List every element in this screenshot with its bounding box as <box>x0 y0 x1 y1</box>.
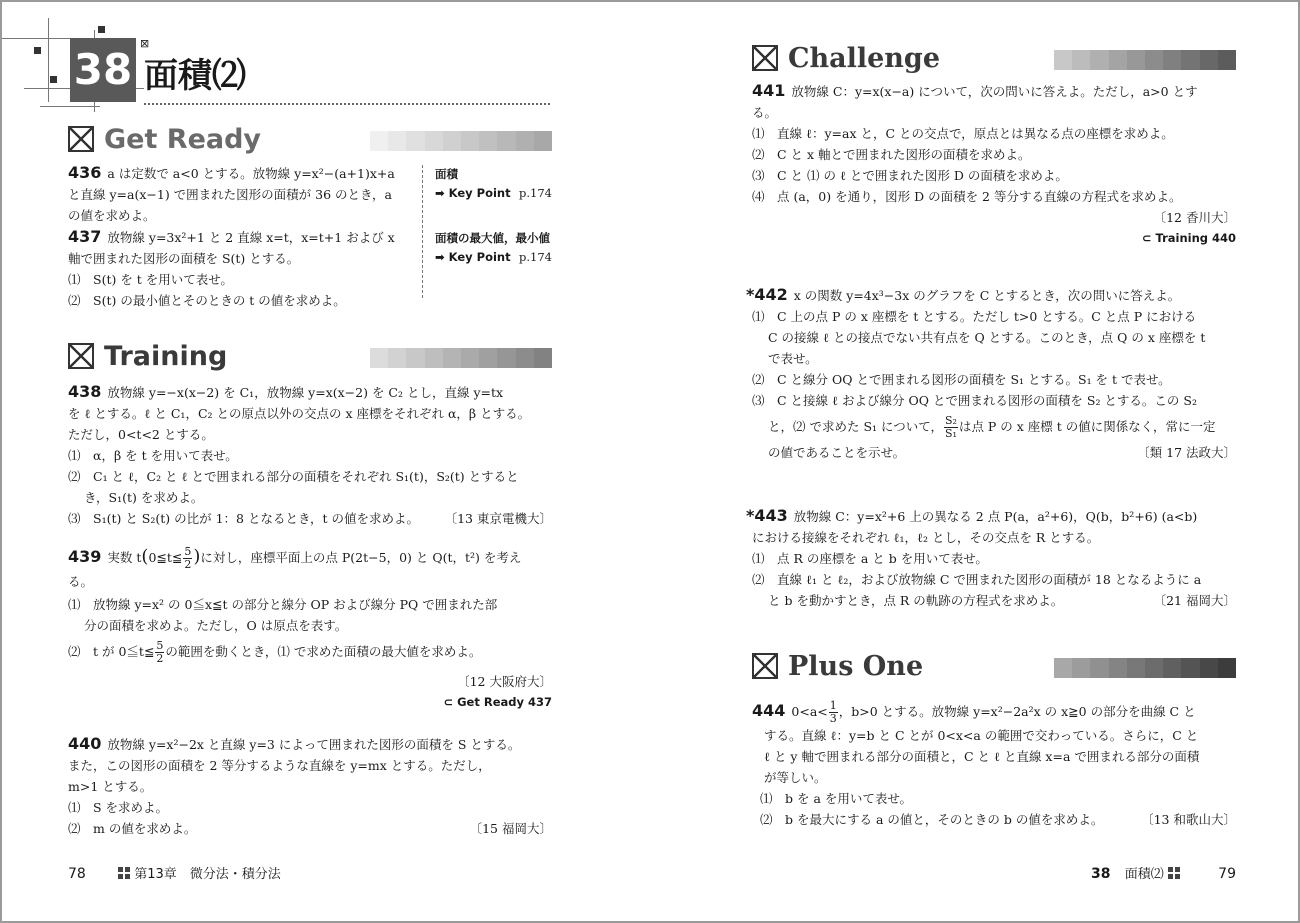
sub-question: の値であることを示せ。 <box>768 445 906 460</box>
cross-reference-link[interactable]: ⊂ Training 440 <box>1141 231 1236 245</box>
problem-text: と直線 y=a(x−1) で囲まれた図形の面積が 36 のとき，a <box>68 187 392 202</box>
problem-439: 439 実数 t(0≦t≦ $\frac{5}{2}$ )に対し，座標平面上の点 P(2t−5，0) と Q(t，t²) を考え る。 ⑴ 放物線 y=x² の 0≦x≦t の部分と線分 OP および線分 PQ で囲まれた部 分の面積を求めよ。ただし，O は原点を表す。 ⑵ t が 0≦t≦ $\frac{5}{2}$ の範囲を動くとき，⑴ で求めた面積の最大値を求めよ。 〔12 大阪府大〕 ⊂ Get Ready 437 <box>68 546 552 713</box>
problem-text: 放物線 C：y=x(x−a) について，次の問いに答えよ。ただし，a>0 とす <box>791 84 1198 99</box>
sub-question: ⑴ α，β を t を用いて表せ。 <box>68 448 238 463</box>
section-title: Challenge <box>788 43 940 74</box>
fraction: $\frac{5}{2}$ <box>184 545 192 571</box>
section-x-icon <box>752 653 778 679</box>
key-point-link[interactable] <box>435 184 552 203</box>
problem-number: 440 <box>68 734 102 753</box>
problem-number: *443 <box>746 506 788 525</box>
page-number: 78 <box>68 866 86 882</box>
sub-question: 分の面積を求めよ。ただし，O は原点を表す。 <box>84 618 348 633</box>
problem-text: を ℓ とする。ℓ と C₁，C₂ との原点以外の交点の x 座標をそれぞれ α，β とする。 <box>68 406 531 421</box>
problem-text: ，b>0 とする。放物線 y=x²−2a²x の x≧0 の部分を曲線 C と <box>838 704 1196 719</box>
sub-question: ⑴ S(t) を t を用いて表せ。 <box>68 272 233 287</box>
problem-text: また，この図形の面積を 2 等分するような直線を y=mx とする。ただし， <box>68 758 491 773</box>
problem-text: 実数 t <box>107 550 142 565</box>
gradient-bar <box>1054 50 1236 70</box>
sub-question: ⑵ t が 0≦t≦ <box>68 644 155 659</box>
sub-question: ⑶ S₁(t) と S₂(t) の比が 1：8 となるとき，t の値を求めよ。 <box>68 511 419 526</box>
sub-question: で表せ。 <box>768 351 818 366</box>
deco-square <box>50 76 57 83</box>
problem-text: の値を求めよ。 <box>68 208 156 223</box>
problem-text: m>1 とする。 <box>68 779 153 794</box>
problem-source: 〔類 17 法政大〕 <box>1137 445 1236 460</box>
problem-number: 437 <box>68 227 102 246</box>
gradient-bar <box>370 348 552 368</box>
grid-icon <box>118 867 130 879</box>
key-point-page: p.174 <box>519 250 552 264</box>
sub-question: ⑵ m の値を求めよ。 <box>68 821 197 836</box>
right-footer <box>1091 864 1236 885</box>
sub-question: と，⑵ で求めた S₁ について， <box>768 419 943 434</box>
section-training <box>68 340 552 374</box>
sub-question: ⑵ b を最大にする a の値と，そのときの b の値を求めよ。 <box>760 812 1104 827</box>
side-note-label: 面積 <box>435 167 458 181</box>
problem-source: 〔13 東京電機大〕 <box>444 511 552 526</box>
problem-442 <box>746 284 1236 463</box>
problem-number: 439 <box>68 547 102 566</box>
sub-question: ⑵ C と線分 OQ とで囲まれる図形の面積を S₁ とする。S₁ を t で表せ。 <box>752 372 1171 387</box>
sub-question: と b を動かすとき，点 R の軌跡の方程式を求めよ。 <box>768 593 1064 608</box>
problem-text: x の関数 y=4x³−3x のグラフを C とするとき，次の問いに答えよ。 <box>793 288 1181 303</box>
section-x-icon <box>752 45 778 71</box>
side-notes <box>422 165 552 298</box>
problem-text: における接線をそれぞれ ℓ₁，ℓ₂ とし，その交点を R とする。 <box>752 530 1100 545</box>
sub-question: ⑷ 点 (a，0) を通り，図形 D の面積を 2 等分する直線の方程式を求めよ。 <box>752 189 1182 204</box>
chapter-title: 面積⑵ <box>144 56 246 96</box>
problem-text: する。直線 ℓ：y=b と C とが 0<x<a の範囲で交わっている。さらに，C と <box>764 728 1199 743</box>
grid-icon <box>1168 867 1180 879</box>
sub-question: き，S₁(t) を求めよ。 <box>84 490 204 505</box>
problem-443 <box>746 505 1236 611</box>
problem-source: 〔13 和歌山大〕 <box>1141 812 1236 827</box>
fraction: $\frac{1}{3}$ <box>829 699 837 725</box>
problem-number: 436 <box>68 163 102 182</box>
problem-text: 放物線 C：y=x²+6 上の異なる 2 点 P(a，a²+6)，Q(b，b²+6) (a<b) <box>793 509 1198 524</box>
deco-line <box>48 18 49 102</box>
chapter-number-footer: 38 <box>1090 866 1111 882</box>
key-point-label: ➡ Key Point <box>435 186 511 200</box>
sub-question: の範囲を動くとき，⑴ で求めた面積の最大値を求めよ。 <box>165 644 482 659</box>
page-number: 79 <box>1218 866 1236 882</box>
fraction: $\frac{5}{2}$ <box>156 639 164 665</box>
sub-question: ⑴ b を a を用いて表せ。 <box>760 791 912 806</box>
section-title: Plus One <box>788 651 924 682</box>
sub-question: C の接線 ℓ との接点でない共有点を Q とする。このとき，点 Q の x 座標を t <box>768 330 1206 345</box>
sub-question: は点 P の x 座標 t の値に関係なく，常に一定 <box>958 419 1216 434</box>
problem-text: ℓ と y 軸で囲まれる部分の面積と，C と ℓ と直線 x=a で囲まれる部分の面積 <box>764 749 1200 764</box>
gradient-bar <box>1054 658 1236 678</box>
problem-text: 0<a< <box>791 704 828 719</box>
problem-text: る。 <box>68 574 94 589</box>
key-point-link[interactable] <box>435 248 552 267</box>
right-page <box>650 2 1298 921</box>
problem-number: 444 <box>752 701 786 720</box>
problem-441 <box>752 80 1236 249</box>
problem-438 <box>68 381 552 529</box>
section-get-ready <box>68 123 552 157</box>
cross-reference-link[interactable]: ⊂ Get Ready 437 <box>443 695 552 709</box>
problem-text: a は定数で a<0 とする。放物線 y=x²−(a+1)x+a <box>107 166 395 181</box>
section-plus-one <box>752 650 1236 684</box>
problem-437 <box>68 226 418 311</box>
left-page <box>2 2 650 921</box>
title-rule <box>144 103 550 105</box>
problem-number: 438 <box>68 382 102 401</box>
problem-text: 放物線 y=−x(x−2) を C₁，放物線 y=x(x−2) を C₂ とし，直線 y=tx <box>107 385 504 400</box>
problem-text: 0≦t≦ <box>148 550 183 565</box>
problem-source: 〔12 大阪府大〕 <box>457 674 552 689</box>
problem-436 <box>68 162 418 226</box>
problem-text: 放物線 y=x²−2x と直線 y=3 によって囲まれた図形の面積を S とする。 <box>107 737 521 752</box>
problem-text: 放物線 y=3x²+1 と 2 直線 x=t，x=t+1 および x <box>107 230 395 245</box>
sub-question: ⑴ 直線 ℓ：y=ax と，C との交点で，原点とは異なる点の座標を求めよ。 <box>752 126 1174 141</box>
deco-x-icon: ⊠ <box>140 37 150 50</box>
sub-question: ⑴ C 上の点 P の x 座標を t とする。ただし t>0 とする。C と点 P における <box>752 309 1197 324</box>
deco-square <box>98 26 105 33</box>
chapter-number: 38 <box>70 38 136 102</box>
sub-question: ⑵ S(t) の最小値とそのときの t の値を求めよ。 <box>68 293 346 308</box>
problem-text: 軸で囲まれた図形の面積を S(t) とする。 <box>68 251 300 266</box>
section-title: Get Ready <box>104 124 262 155</box>
problem-text: に対し，座標平面上の点 P(2t−5，0) と Q(t，t²) を考え <box>200 550 522 565</box>
sub-question: ⑵ 直線 ℓ₁ と ℓ₂，および放物線 C で囲まれた図形の面積が 18 となるように a <box>752 572 1202 587</box>
key-point-page: p.174 <box>519 186 552 200</box>
section-title: Training <box>104 341 228 372</box>
sub-question: ⑶ C と接線 ℓ および線分 OQ とで囲まれる図形の面積を S₂ とする。この S₂ <box>752 393 1197 408</box>
section-x-icon <box>68 126 94 152</box>
problem-text: が等しい。 <box>764 770 827 785</box>
key-point-label: ➡ Key Point <box>435 250 511 264</box>
sub-question: ⑴ 点 R の座標を a と b を用いて表せ。 <box>752 551 988 566</box>
chapter-label: 第13章 微分法・積分法 <box>134 867 281 882</box>
deco-square <box>34 47 41 54</box>
problem-text: ただし，0<t<2 とする。 <box>68 427 214 442</box>
section-x-icon <box>68 343 94 369</box>
sub-question: ⑵ C と x 軸とで囲まれた図形の面積を求めよ。 <box>752 147 1031 162</box>
sub-question: ⑴ 放物線 y=x² の 0≦x≦t の部分と線分 OP および線分 PQ で囲まれた部 <box>68 597 498 612</box>
left-footer <box>68 864 281 885</box>
sub-question: ⑶ C と ⑴ の ℓ とで囲まれた図形 D の面積を求めよ。 <box>752 168 1068 183</box>
deco-line <box>40 106 100 107</box>
side-note-label: 面積の最大値，最小値 <box>435 231 550 245</box>
problem-444 <box>752 700 1236 830</box>
problem-source: 〔21 福岡大〕 <box>1153 593 1236 608</box>
gradient-bar <box>370 131 552 151</box>
sub-question: ⑵ C₁ と ℓ，C₂ と ℓ とで囲まれる部分の面積をそれぞれ S₁(t)，S₂(t) とすると <box>68 469 519 484</box>
problem-source: 〔12 香川大〕 <box>1153 210 1236 225</box>
problem-number: *442 <box>746 285 788 304</box>
problem-source: 〔15 福岡大〕 <box>469 821 552 836</box>
fraction: $\frac{\text{S₂}}{\text{S₁}}$ <box>945 414 957 440</box>
section-challenge <box>752 42 1236 76</box>
problem-text: る。 <box>752 105 778 120</box>
sub-question: ⑴ S を求めよ。 <box>68 800 169 815</box>
chapter-title-footer: 面積⑵ <box>1124 867 1164 882</box>
problem-440 <box>68 733 552 839</box>
problem-number: 441 <box>752 81 786 100</box>
